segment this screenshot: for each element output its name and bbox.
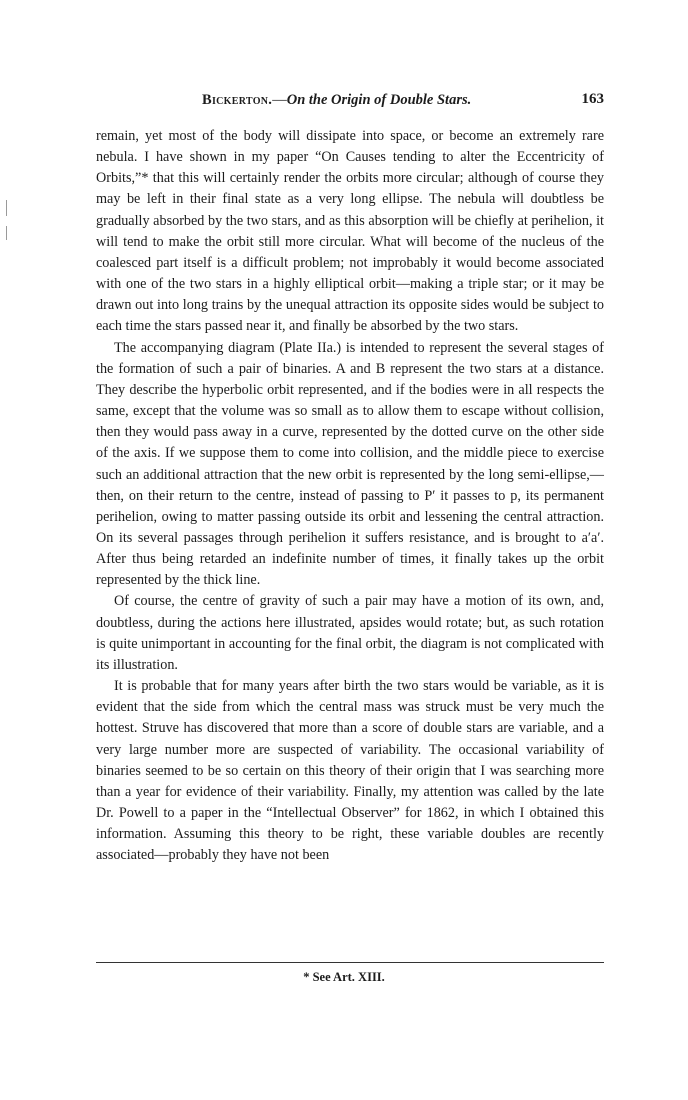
page-number: 163: [581, 91, 604, 107]
page-header: [96, 92, 604, 114]
paragraph-3: Of course, the centre of gravity of such a pair may have a motion of its own, and, doubtless, during the actions here illustrated, apsides would rotate; but, as such rotation is quite unimportant in accounting for the final orbit, the diagram is not complicated with its illustration.: [96, 593, 604, 673]
footnote: * See Art. XIII.: [303, 970, 385, 984]
margin-scan-mark: [6, 226, 7, 240]
footnote-rule: [96, 962, 604, 963]
paragraph-2: The accompanying diagram (Plate IIa.) is intended to represent the several stages of the formation of such a pair of binaries. A and B represent the two stars at a distance. They describe the hyperbolic orbit represented, and if the bodies were in all respects the same, except that the volume was so small as to allow them to escape without collision, then they would pass away in a curve, represented by the dotted curve on the other side of the axis. If we suppose them to come into collision, and the middle piece to exercise such an additional attraction that the new orbit is represented by the long semi-ellipse,—then, on their return to the centre, instead of passing to P′ it passes to p, its permanent perihelion, owing to matter passing outside its orbit and lessening the central attraction. On its several passages through perihelion it suffers resistance, and is brought to a′a′. After thus being retarded an indefinite number of times, it finally takes up the orbit represented by the thick line.: [96, 339, 604, 589]
margin-scan-mark: [6, 200, 7, 216]
running-head-separator: —: [272, 92, 287, 108]
paragraph-4: It is probable that for many years after birth the two stars would be variable, as it is evident that the side from which the central mass was struck must be very much the hottest. Struve has discovered that more than a score of double stars are variable, and a very large number more are suspected of variability. The occasional variability of binaries seemed to be so certain on this theory of their origin that I was searching more than a year for evidence of their variability. Finally, my attention was called by the late Dr. Powell to a paper in the “Intellectual Observer” for 1862, in which I obtained this information. Assuming this theory to be right, these variable doubles are recently associated—probably they have not been: [96, 678, 604, 864]
running-head-author: Bickerton.: [202, 92, 273, 108]
body-text: [96, 126, 604, 866]
running-head-title: On the Origin of Double Stars.: [286, 92, 472, 108]
paragraph-1: remain, yet most of the body will dissipate into space, or become an extremely rare nebula. I have shown in my paper “On Causes tending to alter the Eccentricity of Orbits,”* that this will certainly render the orbits more circular; although of course they may be left in their final state as a very long ellipse. The nebula will doubtless be gradually absorbed by the two stars, and as this absorption will be chiefly at perihelion, it will tend to make the orbit still more circular. What will become of the nucleus of the coalesced part itself is a difficult problem; not improbably it would become associated with one of the two stars in a highly elliptical orbit—making a triple star; or it may be drawn out into long trains by the unequal attraction its opposite sides would be subject to each time the stars passed near it, and finally be absorbed by the two stars.: [96, 128, 604, 335]
running-head: [202, 92, 471, 109]
